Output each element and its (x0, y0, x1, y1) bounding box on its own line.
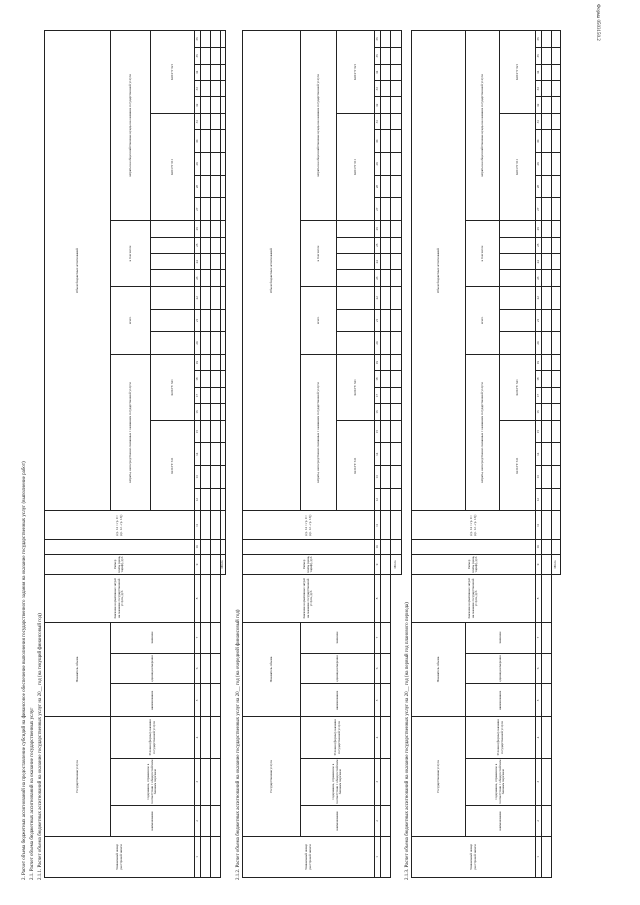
form-label: Форма 0503150.2 (595, 4, 600, 41)
header-ind-name: наименование (301, 684, 375, 717)
table-row (201, 31, 211, 878)
col-num: 29 (375, 153, 381, 176)
table-row (211, 31, 221, 878)
col-num: 27 (195, 198, 201, 221)
col-num: 36 (375, 31, 381, 48)
header-common: затраты на общехозяйственные нужды на оказание государственной услуги (466, 31, 500, 221)
header-name: наименование (466, 805, 536, 836)
col-num: 27 (536, 198, 542, 221)
col-num: 2 (375, 805, 381, 836)
col-num: 4 (195, 717, 201, 758)
header-total: Объем бюджетных ассигнований (243, 31, 301, 511)
col-num: 35 (536, 48, 542, 64)
table-section-1 (44, 30, 224, 878)
itogo-row (221, 31, 226, 878)
col-num: 33 (375, 81, 381, 97)
col-num: 13 (375, 466, 381, 489)
col-num: 34 (536, 64, 542, 80)
col-num: 30 (536, 130, 542, 153)
col-num: 17 (536, 387, 542, 403)
header-indicator: Показатель объема (412, 622, 466, 717)
header-kvr621: КОСГУ 621 (151, 354, 195, 420)
col-num: 3 (375, 758, 381, 805)
col-num: 11 (195, 511, 201, 540)
col-num: 11 (536, 511, 542, 540)
heading-sub1: 2.1. Расчет объема бюджетных ассигнований на оказание государственных услуг (30, 707, 35, 880)
header-common: затраты на общехозяйственные нужды на оказание государственной услуги (111, 31, 151, 221)
col-num: 7 (375, 622, 381, 653)
col-num: 8 (375, 575, 381, 622)
header-value: значение (111, 622, 195, 653)
col-num: 2 (195, 805, 201, 836)
itogo-row (391, 31, 402, 878)
itogo-label: Итого (552, 554, 561, 575)
col-num: 32 (195, 97, 201, 113)
col-num: 16 (195, 404, 201, 420)
col-num: 30 (375, 130, 381, 153)
col-num: 28 (375, 175, 381, 198)
col-num: 14 (536, 443, 542, 466)
col-num: 19 (195, 354, 201, 370)
col-num: 9 (195, 554, 201, 575)
col-num: 16 (375, 404, 381, 420)
table-section-3 (411, 30, 561, 878)
col-num: 15 (375, 420, 381, 443)
col-num: 26 (375, 221, 381, 237)
header-service: Государственная услуга (45, 717, 111, 836)
col-num: 6 (195, 653, 201, 684)
header-kvr611b: КОСГУ 611 (151, 113, 195, 220)
header-indicator: Показатель объема (243, 622, 301, 717)
header-kvr621b: КОСГУ 621 (500, 31, 536, 114)
col-num: 24 (195, 253, 201, 269)
col-num: 21 (375, 309, 381, 332)
col-num: 22 (195, 286, 201, 309)
header-planned: Значение нормативных затрат на оказание государственной услуги, руб (243, 575, 375, 622)
col-num: 36 (195, 31, 201, 48)
header-incl: в том числе (466, 221, 500, 287)
heading-sub1-1: 2.1.1. Расчет объема бюджетных ассигнований на оказание государственных услуг на 20__ год (на текущий финансовый год) (38, 613, 43, 880)
col-num: 20 (375, 332, 381, 355)
col-num: 31 (195, 113, 201, 129)
header-paid: Размер платы (цена, тариф), руб (412, 554, 536, 575)
table-row (542, 31, 552, 878)
header-common: затраты на общехозяйственные нужды на оказание государственной услуги (301, 31, 337, 221)
header-value: значение (301, 622, 375, 653)
header-service: Государственная услуга (412, 717, 466, 836)
col-num: 23 (195, 270, 201, 286)
col-num: 20 (195, 332, 201, 355)
col-num: 23 (375, 270, 381, 286)
col-num: 26 (536, 221, 542, 237)
col-num: 19 (536, 354, 542, 370)
header-unit: единица измерения (111, 653, 195, 684)
col-num: 26 (195, 221, 201, 237)
header-budget: затраты, непосредственно связанные с оказанием государственной услуги (111, 354, 151, 511)
col-num: 23 (536, 270, 542, 286)
header-all: всего (111, 286, 151, 354)
col-num: 25 (375, 237, 381, 253)
header-name: наименование (111, 805, 195, 836)
header-all: всего (301, 286, 337, 354)
col-num: 29 (195, 153, 201, 176)
header-formula: (гр. 14 = гр. 9 × (гр. 12 - гр. 13)) (45, 511, 195, 540)
col-num: 15 (195, 420, 201, 443)
col-num: 6 (536, 653, 542, 684)
heading-sub1-3: 2.1.3. Расчет объема бюджетных ассигнований на оказание государственных услуг на 20__ год (на первый год планового периода) (405, 602, 410, 880)
col-num: 29 (536, 153, 542, 176)
col-num: 18 (536, 371, 542, 387)
col-num: 21 (536, 309, 542, 332)
header-conditions: Условия (формы) оказания государственной услуги (111, 717, 195, 758)
col-num: 10 (375, 540, 381, 554)
col-num: 3 (536, 758, 542, 805)
header-unit: единица измерения (301, 653, 375, 684)
col-num: 4 (536, 717, 542, 758)
header-service: Государственная услуга (243, 717, 301, 836)
header-content: содержание, отраженное в соответствии с общероссийским базовым перечнем (466, 758, 536, 805)
header-planned: Значение нормативных затрат на оказание государственной услуги, руб (412, 575, 536, 622)
col-num: 12 (375, 488, 381, 511)
header-incl: в том числе (111, 221, 151, 287)
col-num: 3 (195, 758, 201, 805)
header-formula: (гр. 14 = гр. 9 × (гр. 12 - гр. 13)) (412, 511, 536, 540)
header-incl: в том числе (301, 221, 337, 287)
col-num: 1 (375, 836, 381, 877)
col-num: 13 (195, 466, 201, 489)
data-table (242, 30, 402, 878)
header-kvr621: КОСГУ 621 (337, 354, 375, 420)
col-num: 34 (195, 64, 201, 80)
col-num: 28 (536, 175, 542, 198)
col-num: 31 (536, 113, 542, 129)
header-paid: Размер платы (цена, тариф), руб (243, 554, 375, 575)
col-num: 27 (375, 198, 381, 221)
col-num: 22 (375, 286, 381, 309)
col-num: 13 (536, 466, 542, 489)
col-num: 35 (375, 48, 381, 64)
col-num: 28 (195, 175, 201, 198)
header-kvr621b: КОСГУ 621 (337, 31, 375, 114)
header-kvr611: КОСГУ 611 (151, 420, 195, 511)
header-kvr611: КОСГУ 611 (500, 420, 536, 511)
header-kvr611: КОСГУ 611 (337, 420, 375, 511)
col-num: 20 (536, 332, 542, 355)
col-num: 1 (195, 836, 201, 877)
col-num: 9 (536, 554, 542, 575)
col-num: 18 (195, 371, 201, 387)
header-indicator: Показатель объема (45, 622, 111, 717)
col-num: 10 (195, 540, 201, 554)
col-num: 25 (536, 237, 542, 253)
col-num: 8 (536, 575, 542, 622)
col-num: 18 (375, 371, 381, 387)
header-kvr621: КОСГУ 621 (500, 354, 536, 420)
header-content: содержание, отраженное в соответствии с общероссийским базовым перечнем (111, 758, 195, 805)
header-budget: затраты, непосредственно связанные с оказанием государственной услуги (466, 354, 500, 511)
header-budget: затраты, непосредственно связанные с оказанием государственной услуги (301, 354, 337, 511)
col-num: 35 (195, 48, 201, 64)
header-total: Объем бюджетных ассигнований (45, 31, 111, 511)
header-paid: Размер платы (цена, тариф), руб (45, 554, 195, 575)
header-total: Объем бюджетных ассигнований (412, 31, 466, 511)
header-all: всего (466, 286, 500, 354)
col-num: 7 (195, 622, 201, 653)
col-num: 15 (536, 420, 542, 443)
col-num: 1 (536, 836, 542, 877)
col-num: 12 (536, 488, 542, 511)
col-num: 5 (375, 684, 381, 717)
header-uniq: Уникальный номер реестровой записи (412, 836, 536, 877)
header-conditions: Условия (формы) оказания государственной услуги (301, 717, 375, 758)
header-ind-name: наименование (466, 684, 536, 717)
itogo-row (552, 31, 561, 878)
col-num: 19 (375, 354, 381, 370)
header-kvr611b: КОСГУ 611 (337, 113, 375, 220)
col-num: 16 (536, 404, 542, 420)
col-num: 33 (536, 81, 542, 97)
col-num: 4 (375, 717, 381, 758)
col-num: 8 (195, 575, 201, 622)
data-table (411, 30, 561, 878)
header-uniq: Уникальный номер реестровой записи (243, 836, 375, 877)
col-num: 32 (375, 97, 381, 113)
header-unit: единица измерения (466, 653, 536, 684)
col-num: 21 (195, 309, 201, 332)
header-content: содержание, отраженное в соответствии с общероссийским базовым перечнем (301, 758, 375, 805)
data-table (44, 30, 226, 878)
col-num: 31 (375, 113, 381, 129)
col-num: 11 (375, 511, 381, 540)
col-num: 6 (375, 653, 381, 684)
header-ind-name: наименование (111, 684, 195, 717)
col-num: 14 (195, 443, 201, 466)
header-formula: (гр. 14 = гр. 9 × (гр. 12 - гр. 13)) (243, 511, 375, 540)
col-num: 5 (195, 684, 201, 717)
col-num: 10 (536, 540, 542, 554)
col-num: 14 (375, 443, 381, 466)
col-num: 22 (536, 286, 542, 309)
col-num: 9 (375, 554, 381, 575)
header-kvr611b: КОСГУ 611 (500, 113, 536, 220)
heading-sub1-2: 2.1.2. Расчет объема бюджетных ассигнований на оказание государственных услуг на 20__ год (на очередной финансовый год) (236, 609, 241, 880)
header-value: значение (466, 622, 536, 653)
col-num: 17 (375, 387, 381, 403)
col-num: 34 (375, 64, 381, 80)
itogo-label: Итого (391, 554, 402, 575)
header-name: наименование (301, 805, 375, 836)
col-num: 25 (195, 237, 201, 253)
heading-main: 2. Расчет объема бюджетных ассигнований на предоставление субсидий на финансовое обеспечение выполнения государственного задания на оказание государственных услуг (выполнение работ) (22, 461, 27, 880)
col-num: 24 (536, 253, 542, 269)
header-kvr621b: КОСГУ 621 (151, 31, 195, 114)
header-planned: Значение нормативных затрат на оказание государственной услуги, руб (45, 575, 195, 622)
header-uniq: Уникальный номер реестровой записи (45, 836, 195, 877)
col-num: 12 (195, 488, 201, 511)
itogo-label: Итого (221, 554, 226, 575)
col-num: 24 (375, 253, 381, 269)
col-num: 5 (536, 684, 542, 717)
col-num: 7 (536, 622, 542, 653)
col-num: 32 (536, 97, 542, 113)
table-row (381, 31, 391, 878)
col-num: 36 (536, 31, 542, 48)
table-section-2 (242, 30, 402, 878)
col-num: 2 (536, 805, 542, 836)
col-num: 17 (195, 387, 201, 403)
header-conditions: Условия (формы) оказания государственной услуги (466, 717, 536, 758)
col-num: 33 (195, 81, 201, 97)
col-num: 30 (195, 130, 201, 153)
